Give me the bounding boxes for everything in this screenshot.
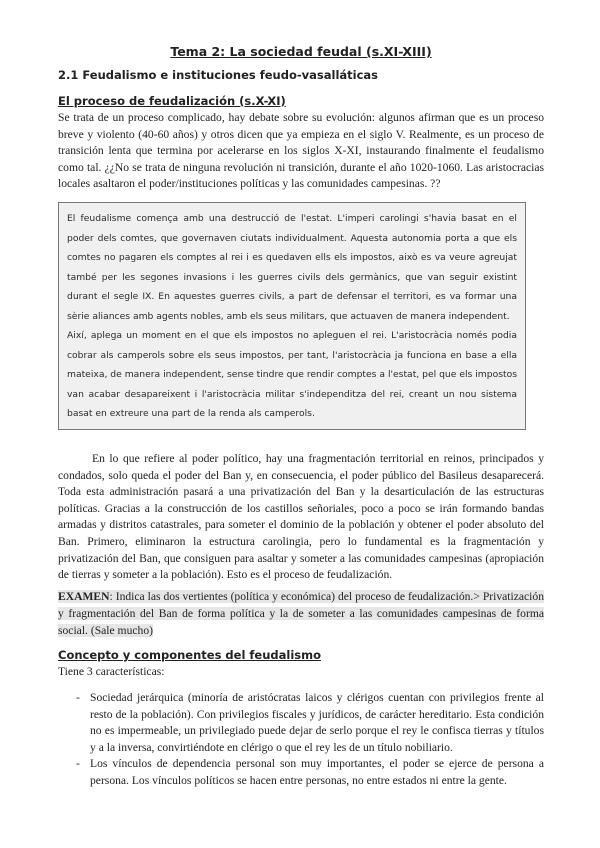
exam-note bbox=[58, 588, 544, 639]
political-paragraph: En lo que refiere al poder político, hay una fragmentación territorial en reinos, principados y condados, solo queda el poder del Ban y, en consecuencia, el poder público del Basileus desaparecerá. Toda esta administración pasará a una privatización del Ban y la desarticulación de las estructuras políticas. Gracias a la construcción de los castillos señoriales, poco a poco se irán formando bandas armadas y distritos catastrales, para someter el dominio de la población y obtener el poder absoluto del Ban. Primero, eliminaron la estructura carolingia, pero lo fundamental es la fragmentación y privatización del Ban, que consiguen para asaltar y someter a las comunidades campesinas (apropiación de tierras y someter a la población). Esto es el proceso de feudalización. bbox=[58, 452, 544, 582]
features-list bbox=[58, 690, 544, 790]
page-title: Tema 2: La sociedad feudal (s.XI-XIII) bbox=[170, 44, 432, 59]
exam-label: EXAMEN bbox=[58, 590, 110, 603]
list-item: - Sociedad jerárquica (minoría de aristócratas laicos y clérigos cuentan con privilegios frente al resto de la población). Con privilegios fiscales y jurídicos, de carácter hereditario. Esta condición no es impermeable, un privilegiado puede dejar de serlo porque el rey le confisca tierras y títulos y a la inversa, convirtiéndote en clérigo o que el rey les de un título nobiliario. bbox=[76, 691, 544, 754]
section-heading: 2.1 Feudalismo e instituciones feudo-vasalláticas bbox=[58, 68, 379, 82]
quote-box bbox=[58, 202, 526, 430]
features-intro: Tiene 3 características: bbox=[58, 665, 165, 678]
intro-paragraph: Se trata de un proceso complicado, hay debate sobre su evolución: algunos afirman que es un proceso breve y violento (40-60 años) y otros dicen que ya empieza en el siglo V. Realmente, es un proceso de transición lenta que termina por acelerarse en los siglos X-XI, instaurando finalmente el feudalismo como tal. ¿¿No se trata de ninguna revolución ni transición, durante el año 1020-1060. Las aristocracias locales asaltaron el poder/instituciones políticas y las comunidades campesinas. ?? bbox=[58, 111, 544, 191]
list-item: - Los vínculos de dependencia personal son muy importantes, el poder se ejerce de persona a persona. Los vínculos políticos se hacen entre personas, no entre estados ni entre la gente. bbox=[76, 757, 544, 787]
quote-paragraph-1: El feudalisme comença amb una destrucció de l'estat. L'imperi carolingi s'havia basat en el poder dels comtes, que governaven ciutats individualment. Aquesta autonomia porta a que els comtes no pagaren els comptes al rei i es quedaven ells els impostos, això es va veure agreujat també per les segones invasions i les guerres civils dels germànics, que van seguir existint durant el segle IX. En aquestes guerres civils, a part de defensar el territori, es va formar una sèrie aliances amb agents nobles, amb els seus militars, que actuaven de manera independent. bbox=[67, 213, 517, 322]
bullet-dash: - bbox=[76, 757, 80, 771]
bullet-dash: - bbox=[76, 691, 80, 704]
exam-text: : Indica las dos vertientes (política y económica) del proceso de feudalización.> Privatización y fragmentación del Ban de forma política y la de someter a las comunidades campesinas de forma social. (Sale mucho) bbox=[58, 590, 544, 637]
subheading-feudalization: El proceso de feudalización (s.X-XI) bbox=[58, 94, 286, 108]
quote-paragraph-2: Així, aplega un moment en el que els impostos no apleguen el rei. L'aristocràcia només podia cobrar als camperols sobre els seus impostos, per tant, l'aristocràcia ja funciona en base a ella mateixa, de manera independent, sense tindre que rendir comptes a l'estat, pel que els impostos van acabar desapareixent i l'aristocràcia militar s'independitza del rei, creant un nou sistema basat en extreure una part de la renda als camperols. bbox=[67, 330, 517, 419]
subheading-concept: Concepto y componentes del feudalismo bbox=[58, 648, 322, 662]
